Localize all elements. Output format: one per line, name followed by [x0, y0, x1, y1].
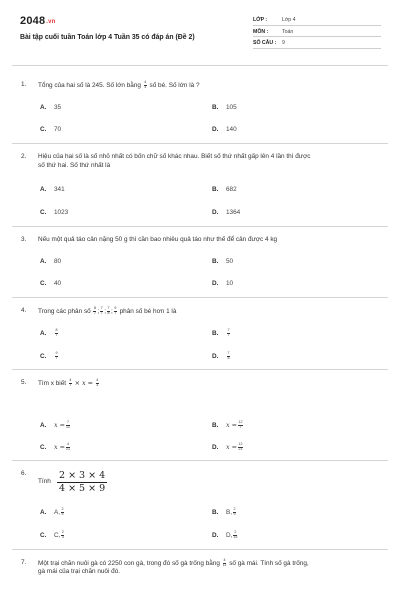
option-b[interactable]: B. 105 — [212, 104, 237, 111]
meta-key: MÔN : — [253, 28, 269, 35]
stem-fraction: $\frac{4}{3}$ — [144, 80, 147, 89]
option-fraction: $\frac{7}{7}$ — [227, 328, 230, 337]
meta-table — [253, 14, 381, 49]
option-fraction: $\frac{8}{7}$ — [55, 328, 58, 337]
meta-row-subject — [253, 26, 381, 38]
question-stem — [38, 559, 383, 577]
stem-text: Một trại chăn nuôi gà có 2250 con gà, trong đó số gà trống bằng — [38, 559, 220, 567]
option-fraction: $\frac{2}{5}$ — [61, 507, 64, 516]
option-a[interactable]: A. $\frac{8}{7}$ — [40, 328, 58, 337]
option-b[interactable]: B. x = $\frac{12}{7}$ — [212, 420, 243, 429]
site-logo[interactable] — [20, 14, 56, 29]
option-c[interactable]: C. 40 — [40, 280, 62, 287]
stem-text: gà mái của trại chăn nuôi đó. — [38, 568, 121, 576]
stem-fraction: $\frac{7}{7}$ — [100, 306, 103, 315]
divider — [12, 369, 388, 370]
stem-fraction: $\frac{4}{3}$ — [96, 378, 99, 387]
option-fraction: $\frac{9}{7}$ — [55, 351, 58, 360]
question-stem — [38, 153, 383, 170]
option-d[interactable]: D. 10 — [212, 280, 234, 287]
meta-value: Toán — [282, 28, 294, 35]
expression-numerator: 2 × 3 × 4 — [59, 470, 106, 481]
stem-text: × x = — [74, 379, 94, 387]
question-number: 7. — [21, 559, 27, 566]
meta-value: 9 — [282, 40, 285, 46]
option-c[interactable]: C. $\frac{9}{7}$ — [40, 351, 58, 360]
divider — [12, 143, 388, 144]
divider — [12, 65, 388, 66]
option-fraction: $\frac{4}{21}$ — [66, 442, 70, 451]
divider — [12, 297, 388, 298]
question-number: 4. — [21, 307, 27, 314]
option-c[interactable]: C. 1023 — [40, 209, 69, 216]
stem-fraction: $\frac{9}{7}$ — [114, 306, 117, 315]
meta-key: SỐ CÂU : — [253, 40, 277, 46]
stem-text: số bé. Số lớn là ? — [149, 81, 200, 89]
question-number: 1. — [21, 81, 27, 88]
document-title: Bài tập cuối tuần Toán lớp 4 Tuần 35 có đáp án (Đề 2) — [20, 34, 195, 41]
question-stem: Trong các phân số $\frac{8}{7}$ ; $\frac{7}{7}$ ; $\frac{7}{8}$ ; $\frac{9}{7}$ phân số bé hơn 1 là — [38, 306, 177, 315]
divider — [12, 460, 388, 461]
option-d[interactable]: D. x = $\frac{12}{21}$ — [212, 442, 243, 451]
option-a[interactable]: A. A, $\frac{2}{5}$ — [40, 507, 64, 516]
expression-denominator: 4 × 5 × 9 — [59, 482, 106, 494]
logo-main: 2048 — [20, 15, 46, 27]
option-fraction: $\frac{12}{7}$ — [238, 420, 243, 429]
option-fraction: $\frac{7}{12}$ — [66, 420, 70, 429]
header — [0, 0, 400, 64]
option-d[interactable]: D. $\frac{7}{8}$ — [212, 351, 230, 360]
expression-fraction — [57, 470, 107, 495]
option-fraction: $\frac{2}{15}$ — [233, 530, 238, 539]
option-fraction: $\frac{7}{8}$ — [227, 351, 230, 360]
option-a[interactable]: A. 80 — [40, 258, 62, 265]
stem-text: Hiệu của hai số là số nhỏ nhất có bốn chữ số khác nhau. Biết số thứ nhất gấp lên 4 lần thì được — [38, 153, 311, 160]
stem-fraction: $\frac{7}{8}$ — [107, 306, 110, 315]
option-b[interactable]: B. 50 — [212, 258, 234, 265]
option-d[interactable]: D. D, $\frac{2}{15}$ — [212, 530, 238, 539]
option-fraction: $\frac{12}{21}$ — [238, 442, 243, 451]
meta-value: Lớp 4 — [282, 17, 296, 23]
stem-text: số thứ hai. Số thứ nhất là — [38, 161, 111, 169]
logo-suffix: .vn — [46, 19, 56, 25]
option-b[interactable]: B. $\frac{7}{7}$ — [212, 328, 230, 337]
meta-row-count — [253, 37, 381, 49]
option-d[interactable]: D. 1364 — [212, 209, 241, 216]
option-c[interactable]: C. 70 — [40, 126, 62, 133]
stem-text: Tìm x biết — [38, 380, 67, 387]
option-b[interactable]: B. B, $\frac{2}{9}$ — [212, 507, 236, 516]
stem-fraction: $\frac{4}{7}$ — [69, 378, 72, 387]
question-number: 2. — [21, 153, 27, 160]
question-stem — [38, 379, 383, 389]
stem-fraction: $\frac{8}{7}$ — [93, 306, 96, 315]
meta-row-class — [253, 14, 381, 26]
question-number: 3. — [21, 236, 27, 243]
stem-text: Trong các phân số — [38, 307, 91, 315]
option-c[interactable]: C. C, $\frac{2}{3}$ — [40, 530, 64, 539]
stem-text: phân số bé hơn 1 là — [119, 307, 177, 315]
divider — [12, 549, 388, 550]
option-fraction: $\frac{2}{9}$ — [233, 507, 236, 516]
divider — [12, 226, 388, 227]
stem-fraction: $\frac{4}{11}$ — [222, 558, 227, 567]
option-b[interactable]: B. 682 — [212, 186, 237, 193]
stem-text: Tổng của hai số là 245. Số lớn bằng — [38, 81, 141, 89]
stem-text: số gà mái. Tính số gà trống, — [229, 559, 309, 567]
option-c[interactable]: C. x = $\frac{4}{21}$ — [40, 442, 70, 451]
option-a[interactable]: A. x = $\frac{7}{12}$ — [40, 420, 70, 429]
option-fraction: $\frac{2}{3}$ — [61, 530, 64, 539]
question-stem — [38, 81, 383, 90]
option-a[interactable]: A. 341 — [40, 186, 65, 193]
question-stem: Tính — [38, 478, 51, 485]
meta-key: LỚP : — [253, 17, 268, 23]
question-number: 5. — [21, 379, 27, 386]
question-number: 6. — [21, 470, 27, 477]
option-a[interactable]: A. 35 — [40, 104, 62, 111]
option-d[interactable]: D. 140 — [212, 126, 237, 133]
question-stem: Nếu một quả táo cân nặng 50 g thì cần bao nhiêu quả táo như thế để cân được 4 kg — [38, 236, 278, 243]
